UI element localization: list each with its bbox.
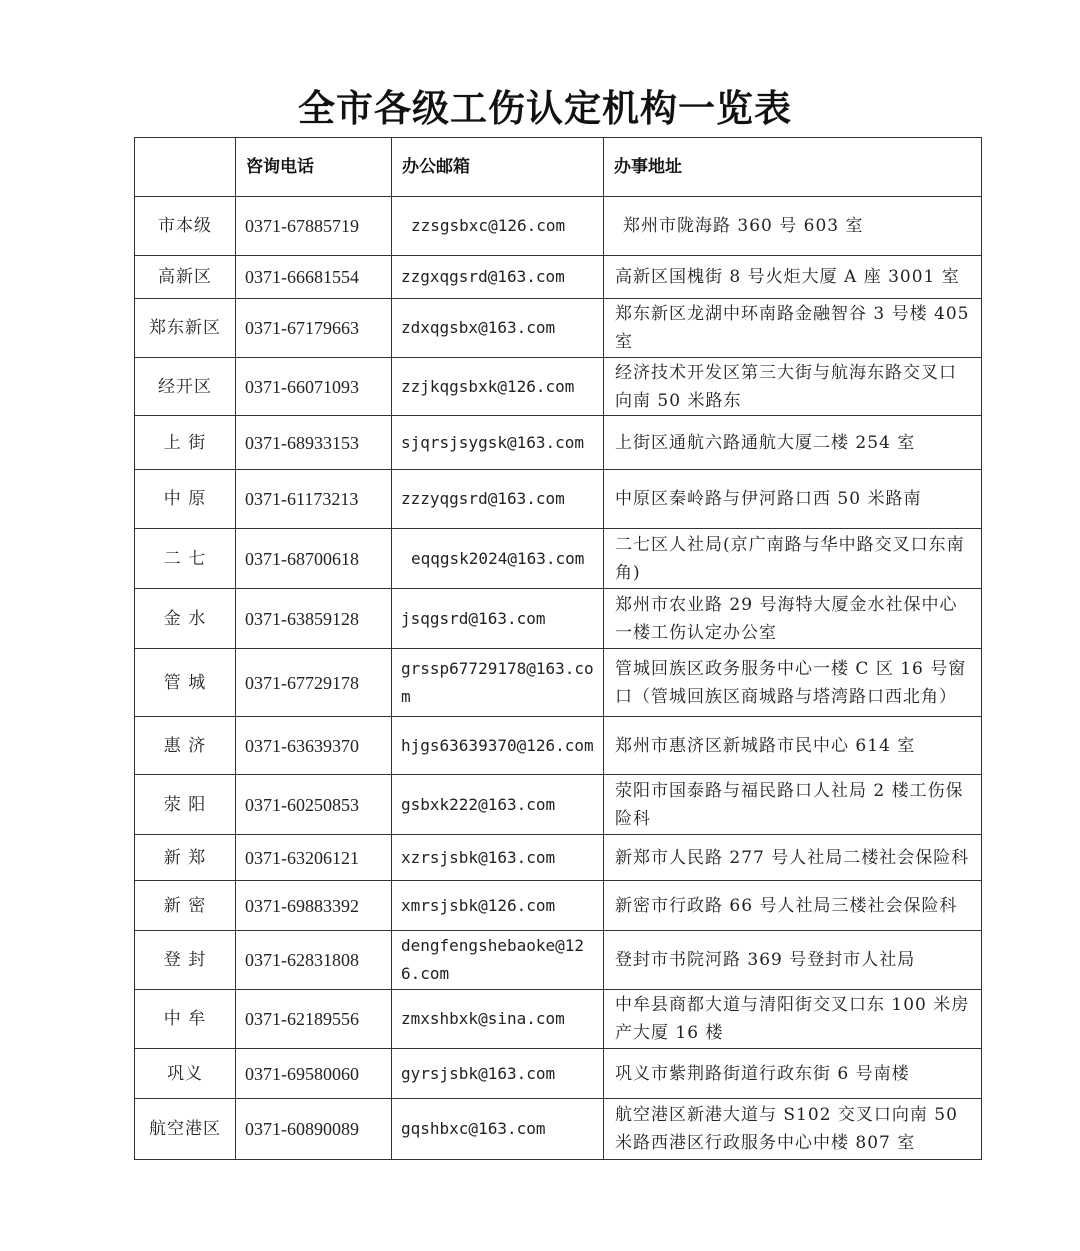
region-cell: 中 牟: [135, 990, 236, 1049]
address-cell: 郑州市惠济区新城路市民中心 614 室: [604, 717, 982, 775]
region-cell: 市本级: [135, 197, 236, 256]
header-phone: 咨询电话: [236, 138, 392, 197]
email-cell: zzsgsbxc@126.com: [392, 197, 604, 256]
email-cell: grssp67729178@163.com: [392, 649, 604, 717]
table-row: [135, 197, 982, 256]
email-cell: xzrsjsbk@163.com: [392, 835, 604, 881]
address-cell: 郑州市陇海路 360 号 603 室: [604, 197, 982, 256]
email-cell: zzjkqgsbxk@126.com: [392, 358, 604, 416]
region-cell: 上 街: [135, 416, 236, 470]
region-cell: 金 水: [135, 589, 236, 649]
region-cell: 新 郑: [135, 835, 236, 881]
table-row: [135, 256, 982, 299]
phone-cell: 0371-68933153: [236, 416, 392, 470]
address-cell: 荥阳市国泰路与福民路口人社局 2 楼工伤保险科: [604, 775, 982, 835]
email-cell: jsqgsrd@163.com: [392, 589, 604, 649]
region-cell: 二 七: [135, 529, 236, 589]
address-cell: 经济技术开发区第三大街与航海东路交叉口向南 50 米路东: [604, 358, 982, 416]
address-cell: 中原区秦岭路与伊河路口西 50 米路南: [604, 470, 982, 529]
institution-table: [134, 137, 982, 1160]
email-cell: gqshbxc@163.com: [392, 1099, 604, 1160]
page-title: 全市各级工伤认定机构一览表: [298, 86, 792, 130]
table-header-row: [135, 138, 982, 197]
table-row: [135, 990, 982, 1049]
header-email: 办公邮箱: [392, 138, 604, 197]
phone-cell: 0371-69580060: [236, 1049, 392, 1099]
table-row: [135, 299, 982, 358]
address-cell: 郑东新区龙湖中环南路金融智谷 3 号楼 405 室: [604, 299, 982, 358]
region-cell: 登 封: [135, 931, 236, 990]
phone-cell: 0371-60890089: [236, 1099, 392, 1160]
phone-cell: 0371-67729178: [236, 649, 392, 717]
header-region: [135, 138, 236, 197]
region-cell: 中 原: [135, 470, 236, 529]
email-cell: sjqrsjsygsk@163.com: [392, 416, 604, 470]
phone-cell: 0371-67885719: [236, 197, 392, 256]
address-cell: 高新区国槐街 8 号火炬大厦 A 座 3001 室: [604, 256, 982, 299]
phone-cell: 0371-69883392: [236, 881, 392, 931]
table-row: [135, 589, 982, 649]
phone-cell: 0371-63859128: [236, 589, 392, 649]
email-cell: zdxqgsbx@163.com: [392, 299, 604, 358]
table-row: [135, 1099, 982, 1160]
phone-cell: 0371-61173213: [236, 470, 392, 529]
table-row: [135, 931, 982, 990]
table-row: [135, 416, 982, 470]
address-cell: 登封市书院河路 369 号登封市人社局: [604, 931, 982, 990]
table-row: [135, 881, 982, 931]
phone-cell: 0371-67179663: [236, 299, 392, 358]
phone-cell: 0371-63639370: [236, 717, 392, 775]
region-cell: 荥 阳: [135, 775, 236, 835]
email-cell: xmrsjsbk@126.com: [392, 881, 604, 931]
address-cell: 管城回族区政务服务中心一楼 C 区 16 号窗口（管城回族区商城路与塔湾路口西北角）: [604, 649, 982, 717]
email-cell: zzzyqgsrd@163.com: [392, 470, 604, 529]
address-cell: 巩义市紫荆路街道行政东街 6 号南楼: [604, 1049, 982, 1099]
email-cell: gsbxk222@163.com: [392, 775, 604, 835]
email-cell: eqqgsk2024@163.com: [392, 529, 604, 589]
table-row: [135, 529, 982, 589]
table-row: [135, 717, 982, 775]
phone-cell: 0371-68700618: [236, 529, 392, 589]
region-cell: 航空港区: [135, 1099, 236, 1160]
email-cell: gyrsjsbk@163.com: [392, 1049, 604, 1099]
table-row: [135, 358, 982, 416]
address-cell: 上街区通航六路通航大厦二楼 254 室: [604, 416, 982, 470]
region-cell: 郑东新区: [135, 299, 236, 358]
region-cell: 管 城: [135, 649, 236, 717]
phone-cell: 0371-66681554: [236, 256, 392, 299]
address-cell: 郑州市农业路 29 号海特大厦金水社保中心一楼工伤认定办公室: [604, 589, 982, 649]
table-row: [135, 775, 982, 835]
header-address: 办事地址: [604, 138, 982, 197]
table-row: [135, 649, 982, 717]
region-cell: 惠 济: [135, 717, 236, 775]
phone-cell: 0371-60250853: [236, 775, 392, 835]
region-cell: 新 密: [135, 881, 236, 931]
table-row: [135, 835, 982, 881]
phone-cell: 0371-66071093: [236, 358, 392, 416]
address-cell: 新密市行政路 66 号人社局三楼社会保险科: [604, 881, 982, 931]
table-row: [135, 470, 982, 529]
region-cell: 经开区: [135, 358, 236, 416]
email-cell: zmxshbxk@sina.com: [392, 990, 604, 1049]
region-cell: 巩义: [135, 1049, 236, 1099]
email-cell: zzgxqgsrd@163.com: [392, 256, 604, 299]
address-cell: 新郑市人民路 277 号人社局二楼社会保险科: [604, 835, 982, 881]
phone-cell: 0371-63206121: [236, 835, 392, 881]
email-cell: dengfengshebaoke@126.com: [392, 931, 604, 990]
phone-cell: 0371-62189556: [236, 990, 392, 1049]
region-cell: 高新区: [135, 256, 236, 299]
address-cell: 中牟县商都大道与清阳街交叉口东 100 米房产大厦 16 楼: [604, 990, 982, 1049]
email-cell: hjgs63639370@126.com: [392, 717, 604, 775]
table-row: [135, 1049, 982, 1099]
phone-cell: 0371-62831808: [236, 931, 392, 990]
address-cell: 二七区人社局(京广南路与华中路交叉口东南角): [604, 529, 982, 589]
address-cell: 航空港区新港大道与 S102 交叉口向南 50 米路西港区行政服务中心中楼 807 室: [604, 1099, 982, 1160]
